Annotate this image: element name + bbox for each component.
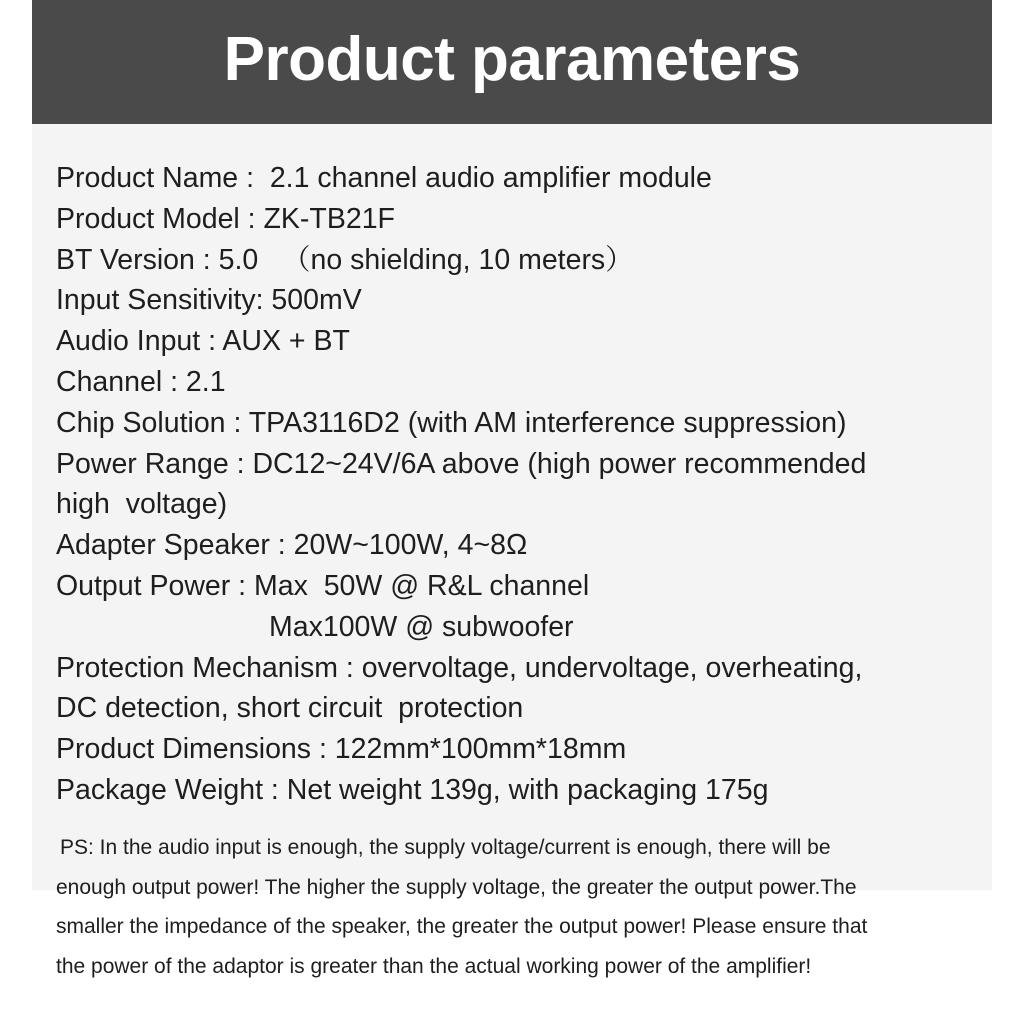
spec-power-range: Power Range : DC12~24V/6A above (high power recommended xyxy=(56,447,867,480)
note-line: PS: In the audio input is enough, the supply voltage/current is enough, there will be xyxy=(60,836,831,859)
spec-protection: Protection Mechanism : overvoltage, undervoltage, overheating, xyxy=(56,651,863,684)
note-line: the power of the adaptor is greater than the actual working power of the amplifier! xyxy=(56,954,812,978)
spec-product-name: Product Name : 2.1 channel audio amplifier module xyxy=(56,162,712,194)
spec-product-model: Product Model : ZK-TB21F xyxy=(56,202,395,235)
ps-note xyxy=(56,828,971,986)
note-line: enough output power! The higher the supply voltage, the greater the output power.The xyxy=(56,875,857,899)
spec-adapter-speaker: Adapter Speaker : 20W~100W, 4~8Ω xyxy=(56,529,528,562)
spec-list xyxy=(56,158,976,811)
spec-channel: Channel : 2.1 xyxy=(56,365,226,398)
spec-dimensions: Product Dimensions : 122mm*100mm*18mm xyxy=(56,733,627,766)
note-line: smaller the impedance of the speaker, the greater the output power! Please ensure that xyxy=(56,915,868,938)
spec-audio-input: Audio Input : AUX + BT xyxy=(56,325,350,358)
spec-power-range-cont: high voltage) xyxy=(56,488,228,521)
spec-output-power: Output Power : Max 50W @ R&L channel xyxy=(56,569,590,602)
spec-chip-solution: Chip Solution : TPA3116D2 (with AM interference suppression) xyxy=(56,406,847,439)
spec-bt-version: BT Version : 5.0 （no shielding, 10 meters） xyxy=(56,243,634,276)
spec-package-weight: Package Weight : Net weight 139g, with packaging 175g xyxy=(56,773,769,806)
header-banner xyxy=(32,0,992,124)
spec-output-power-cont: Max100W @ subwoofer xyxy=(269,610,574,643)
spec-protection-cont: DC detection, short circuit protection xyxy=(56,692,524,725)
spec-input-sensitivity: Input Sensitivity: 500mV xyxy=(56,284,362,317)
page-title: Product parameters xyxy=(223,24,801,94)
